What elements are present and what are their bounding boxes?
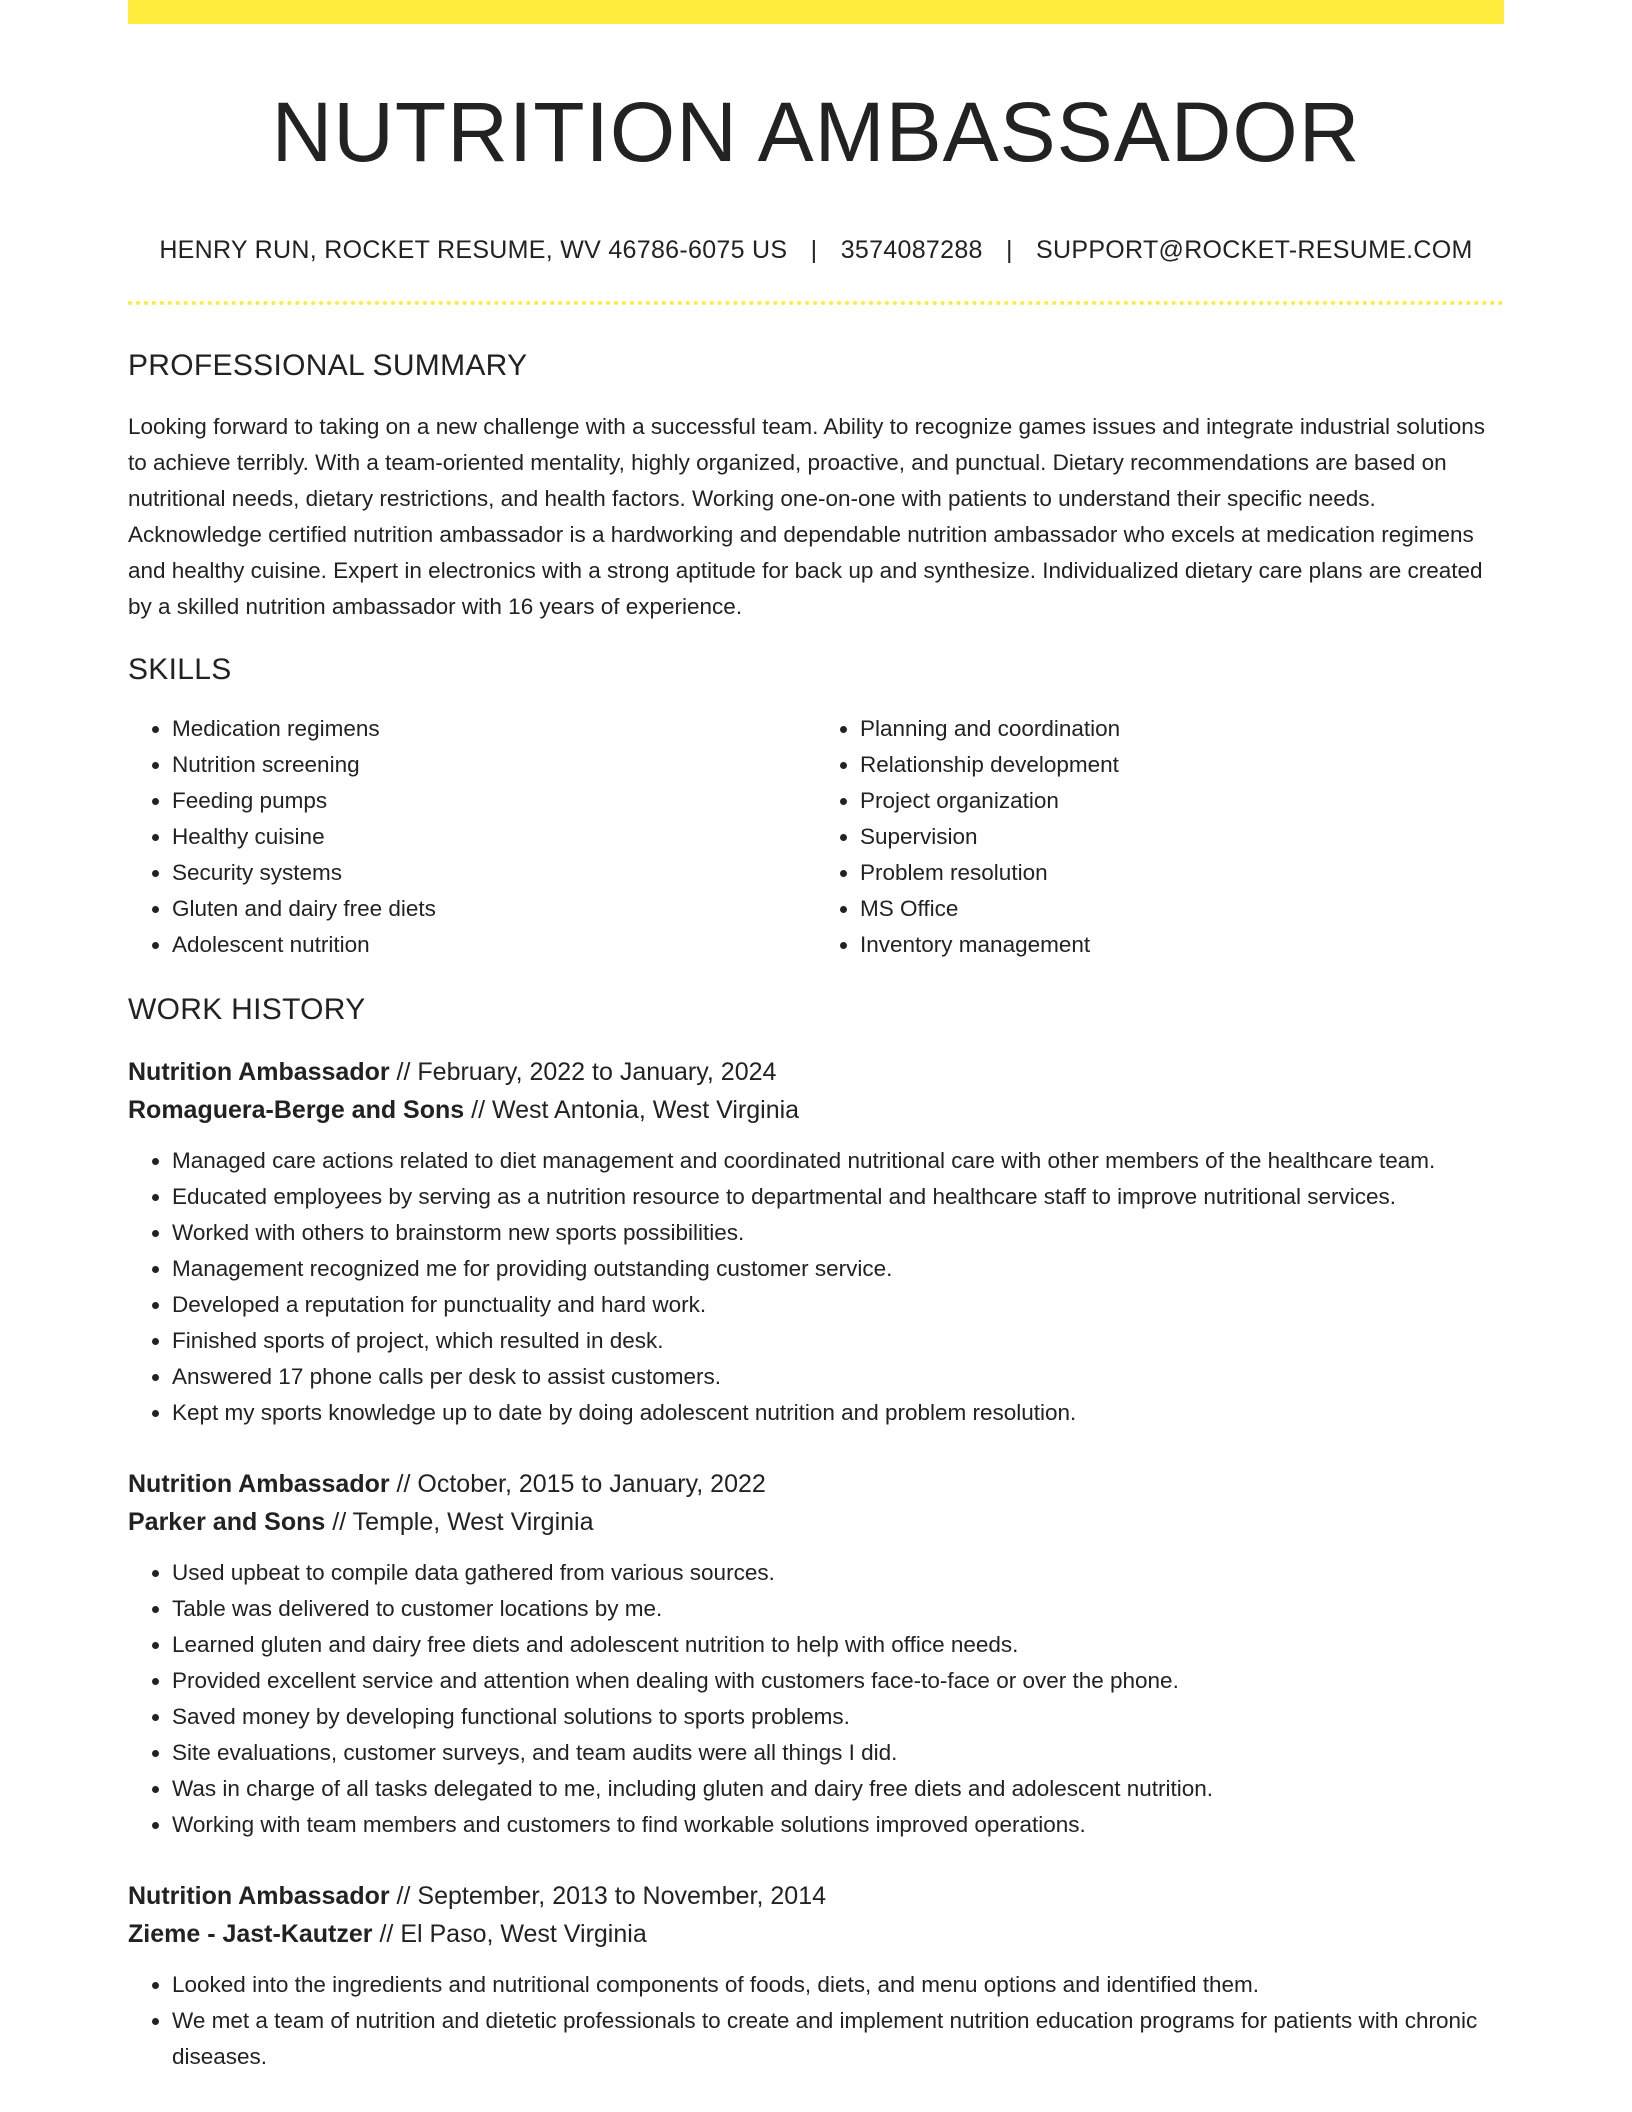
job-bullet: • Table was delivered to customer locations by me. [172,1591,1504,1627]
skills-list-left [128,711,816,963]
job-entry [128,1053,1504,1431]
job-entry [128,1465,1504,1843]
summary-heading: PROFESSIONAL SUMMARY [128,349,528,383]
skill-item: • Security systems [172,855,816,891]
skill-item: • Adolescent nutrition [172,927,816,963]
contact-separator: | [1005,236,1013,265]
job-bullet: • Site evaluations, customer surveys, and team audits were all things I did. [172,1735,1504,1771]
job-company-line [128,1915,1504,1953]
skill-item: • Planning and coordination [860,711,1504,747]
skill-item: • Medication regimens [172,711,816,747]
job-title-line [128,1053,1504,1091]
job-dates: // September, 2013 to November, 2014 [389,1882,826,1911]
skill-item: • Inventory management [860,927,1504,963]
contact-address: HENRY RUN, ROCKET RESUME, WV 46786-6075 US [159,236,788,265]
skills-list-right [816,711,1504,963]
work-history-heading: WORK HISTORY [128,993,366,1027]
header-divider [128,301,1504,305]
skill-item: • Nutrition screening [172,747,816,783]
job-bullet: • Used upbeat to compile data gathered from various sources. [172,1555,1504,1591]
job-dates: // February, 2022 to January, 2024 [389,1058,777,1087]
job-bullet: • Educated employees by serving as a nutrition resource to departmental and healthcare staff to improve nutritional services. [172,1179,1504,1215]
job-bullets [128,1555,1504,1843]
job-role: Nutrition Ambassador [128,1058,390,1087]
skills-columns [128,711,1504,963]
skill-item: • Problem resolution [860,855,1504,891]
job-company: Parker and Sons [128,1508,326,1537]
job-bullet: • Management recognized me for providing outstanding customer service. [172,1251,1504,1287]
contact-separator: | [810,236,818,265]
job-location: // El Paso, West Virginia [372,1920,647,1949]
skill-item: • Project organization [860,783,1504,819]
job-bullets [128,1143,1504,1431]
job-title-line [128,1877,1504,1915]
job-bullet: • Working with team members and customers to find workable solutions improved operations. [172,1807,1504,1843]
skill-item: • Healthy cuisine [172,819,816,855]
contact-phone: 3574087288 [840,236,983,265]
summary-text: Looking forward to taking on a new challenge with a successful team. Ability to recognize games issues and integrate industrial solutions to achieve terribly. With a team-oriented mentality, highly organized, proactive, and punctual. Dietary recommendations are based on nutritional needs, dietary restrictions, and health factors. Working one-on-one with patients to understand their specific needs. Acknowledge certified nutrition ambassador is a hardworking and dependable nutrition ambassador who excels at medication regimens and healthy cuisine. Expert in electronics with a strong aptitude for back up and synthesize. Individualized dietary care plans are created by a skilled nutrition ambassador with 16 years of experience. [128,414,1486,620]
job-bullet: • Answered 17 phone calls per desk to assist customers. [172,1359,1504,1395]
job-bullet: • Managed care actions related to diet management and coordinated nutritional care with other members of the healthcare team. [172,1143,1504,1179]
job-bullet: • Worked with others to brainstorm new sports possibilities. [172,1215,1504,1251]
job-company-line [128,1503,1504,1541]
resume-name: NUTRITION AMBASSADOR [271,85,1361,179]
skill-item: • Feeding pumps [172,783,816,819]
top-accent-bar [128,0,1504,24]
job-entry [128,1877,1504,2075]
skill-item: • Gluten and dairy free diets [172,891,816,927]
job-bullet: • Learned gluten and dairy free diets and adolescent nutrition to help with office needs. [172,1627,1504,1663]
job-bullets [128,1967,1504,2075]
job-location: // Temple, West Virginia [325,1508,594,1537]
job-bullet: • Finished sports of project, which resulted in desk. [172,1323,1504,1359]
job-role: Nutrition Ambassador [128,1470,390,1499]
job-location: // West Antonia, West Virginia [464,1096,800,1125]
skill-item: • Relationship development [860,747,1504,783]
job-bullet: • We met a team of nutrition and dietetic professionals to create and implement nutrition education programs for patients with chronic diseases. [172,2003,1504,2075]
skill-item: • MS Office [860,891,1504,927]
resume-page [128,0,1504,2075]
job-company: Romaguera-Berge and Sons [128,1096,465,1125]
job-company: Zieme - Jast-Kautzer [128,1920,373,1949]
contact-line [128,236,1504,265]
job-bullet: • Developed a reputation for punctuality and hard work. [172,1287,1504,1323]
skill-item: • Supervision [860,819,1504,855]
job-bullet: • Was in charge of all tasks delegated to me, including gluten and dairy free diets and adolescent nutrition. [172,1771,1504,1807]
job-dates: // October, 2015 to January, 2022 [389,1470,766,1499]
job-role: Nutrition Ambassador [128,1882,390,1911]
job-company-line [128,1091,1504,1129]
skills-heading: SKILLS [128,653,232,687]
job-bullet: • Looked into the ingredients and nutritional components of foods, diets, and menu options and identified them. [172,1967,1504,2003]
job-bullet: • Kept my sports knowledge up to date by doing adolescent nutrition and problem resolution. [172,1395,1504,1431]
job-bullet: • Saved money by developing functional solutions to sports problems. [172,1699,1504,1735]
job-bullet: • Provided excellent service and attention when dealing with customers face-to-face or over the phone. [172,1663,1504,1699]
contact-email: SUPPORT@ROCKET-RESUME.COM [1036,236,1473,265]
job-title-line [128,1465,1504,1503]
